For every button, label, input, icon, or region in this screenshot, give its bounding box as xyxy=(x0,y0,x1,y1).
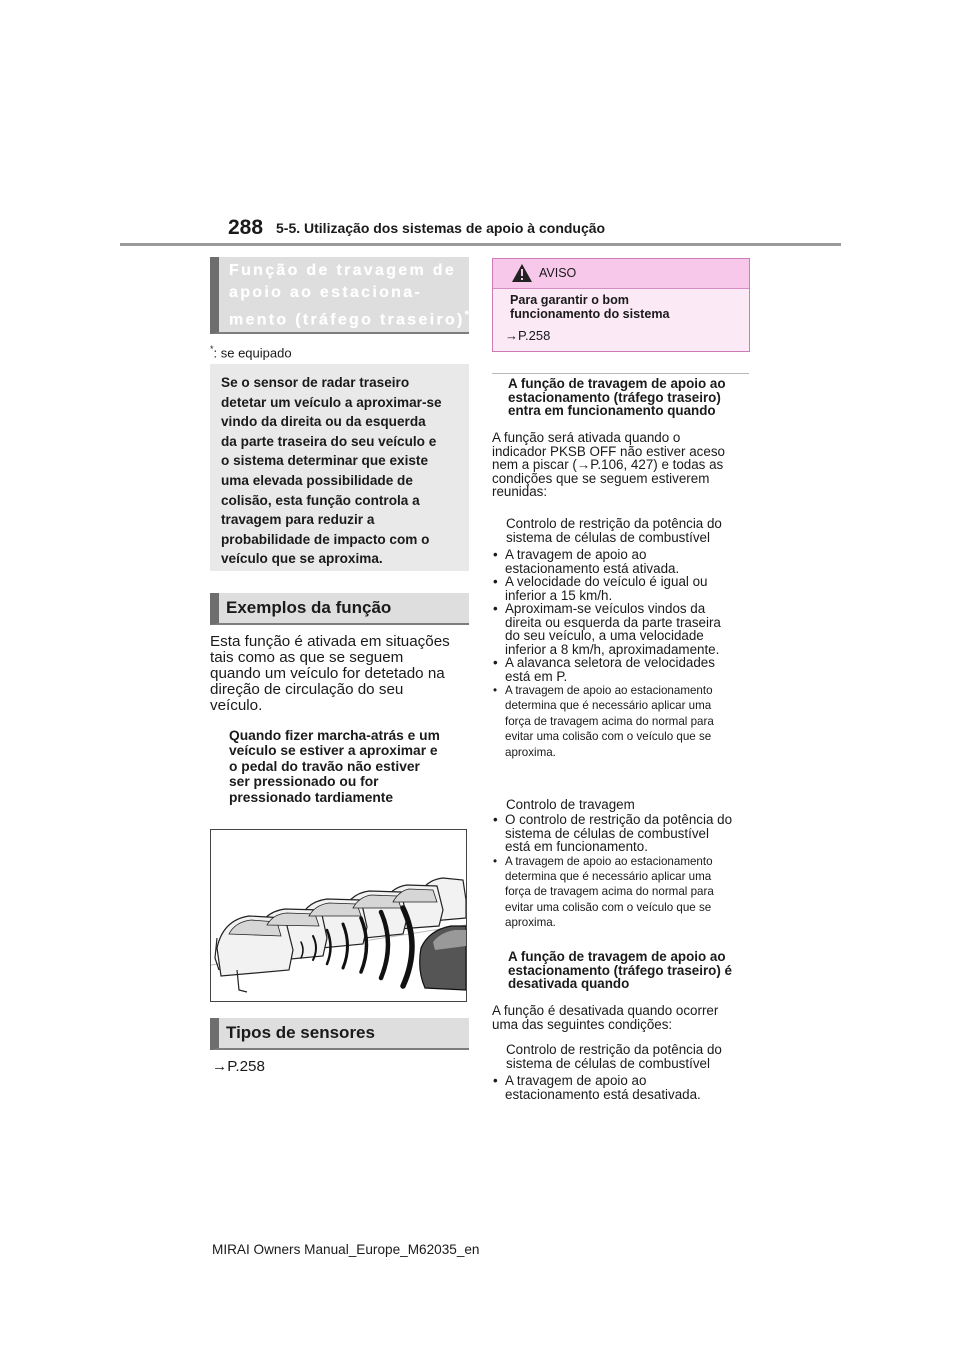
list-item: • A travagem de apoio ao estacionamento está desativada. xyxy=(492,1074,754,1101)
example-condition: Quando fizer marcha-atrás e um veículo se estiver a aproximar e o pedal do travão não estiver ser pressionado ou for pressionado tardiamente xyxy=(229,728,440,805)
intro-line: probabilidade de impacto com o xyxy=(221,531,430,547)
list-item: • A travagem de apoio ao estacionamento está ativada. xyxy=(492,548,754,575)
intro-line: colisão, esta função controla a xyxy=(221,492,420,508)
cancel-heading: A função de travagem de apoio ao estacionamento (tráfego traseiro) é desativada quando xyxy=(508,949,732,991)
list-item: • A travagem de apoio ao estacionamento determina que é necessário aplicar uma força de travagem acima do normal para evitar uma colisão com o veículo que se aproxima. xyxy=(492,683,754,760)
intro-box xyxy=(210,364,469,571)
main-heading-line: Função de travagem de xyxy=(229,262,457,279)
asterisk: * xyxy=(464,309,469,321)
warning-icon xyxy=(511,263,533,283)
group2-title: Controlo de travagem xyxy=(506,797,635,812)
warning-header xyxy=(493,259,749,289)
warning-label: AVISO xyxy=(539,266,577,280)
examples-text: Esta função é ativada em situações tais como as que se seguem quando um veículo for detetado na direção de circulação do seu veículo. xyxy=(210,633,450,714)
operate-heading: A função de travagem de apoio ao estacionamento (tráfego traseiro) entra em funcionamento quando xyxy=(508,376,726,418)
intro-line: travagem para reduzir a xyxy=(221,512,375,528)
group1-title: Controlo de restrição da potência do sistema de células de combustível xyxy=(506,516,722,545)
intro-line: uma elevada possibilidade de xyxy=(221,472,413,488)
intro-line: vindo da direita ou da esquerda xyxy=(221,414,426,430)
list-item: • O controlo de restrição da potência do sistema de células de combustível está em funcionamento. xyxy=(492,813,754,854)
warning-title: Para garantir o bom funcionamento do sistema xyxy=(510,293,670,322)
group2-list xyxy=(492,813,754,931)
sensors-heading: Tipos de sensores xyxy=(210,1018,469,1050)
main-heading-line: mento (tráfego traseiro)* xyxy=(229,309,469,329)
page-number: 288 xyxy=(228,216,264,239)
intro-line: detetar um veículo a aproximar-se xyxy=(221,394,442,410)
intro-line: da parte traseira do seu veículo e xyxy=(221,433,437,449)
operate-text: A função será ativada quando o indicador PKSB OFF não estiver aceso nem a piscar (→P.106, 427) e todas as condições que se seguem estiverem reunidas: xyxy=(492,430,725,499)
cancel-text: A função é desativada quando ocorrer uma das seguintes condições: xyxy=(492,1003,719,1032)
main-heading xyxy=(210,257,469,334)
intro-line: veículo que se aproxima. xyxy=(221,551,383,567)
list-item: • A alavanca seletora de velocidades está em P. xyxy=(492,656,754,683)
main-heading-line: apoio ao estaciona- xyxy=(229,284,423,301)
group3-title: Controlo de restrição da potência do sistema de células de combustível xyxy=(506,1042,722,1071)
rear-cross-traffic-illustration xyxy=(211,830,466,1001)
group1-list xyxy=(492,548,754,760)
header-rule xyxy=(120,243,841,246)
section-title: 5-5. Utilização dos sistemas de apoio à condução xyxy=(276,220,606,236)
divider xyxy=(492,373,749,374)
footnote: *: se equipado xyxy=(210,344,292,361)
examples-heading: Exemplos da função xyxy=(210,593,469,625)
sensors-ref-link[interactable]: →P.258 xyxy=(212,1058,265,1075)
list-item: • A travagem de apoio ao estacionamento determina que é necessário aplicar uma força de travagem acima do normal para evitar uma colisão com o veículo que se aproxima. xyxy=(492,854,754,931)
list-item: • A velocidade do veículo é igual ou inferior a 15 km/h. xyxy=(492,575,754,602)
intro-line: Se o sensor de radar traseiro xyxy=(221,375,410,390)
intro-line: o sistema determinar que existe xyxy=(221,453,429,469)
parking-illustration xyxy=(210,829,467,1002)
list-item: • Aproximam-se veículos vindos da direita ou esquerda da parte traseira do seu veículo, a uma velocidade inferior a 8 km/h, aproximadamente. xyxy=(492,602,754,656)
footer-text: MIRAI Owners Manual_Europe_M62035_en xyxy=(212,1242,480,1257)
warning-ref-link[interactable]: →P.258 xyxy=(505,328,551,343)
group3-list xyxy=(492,1074,754,1101)
